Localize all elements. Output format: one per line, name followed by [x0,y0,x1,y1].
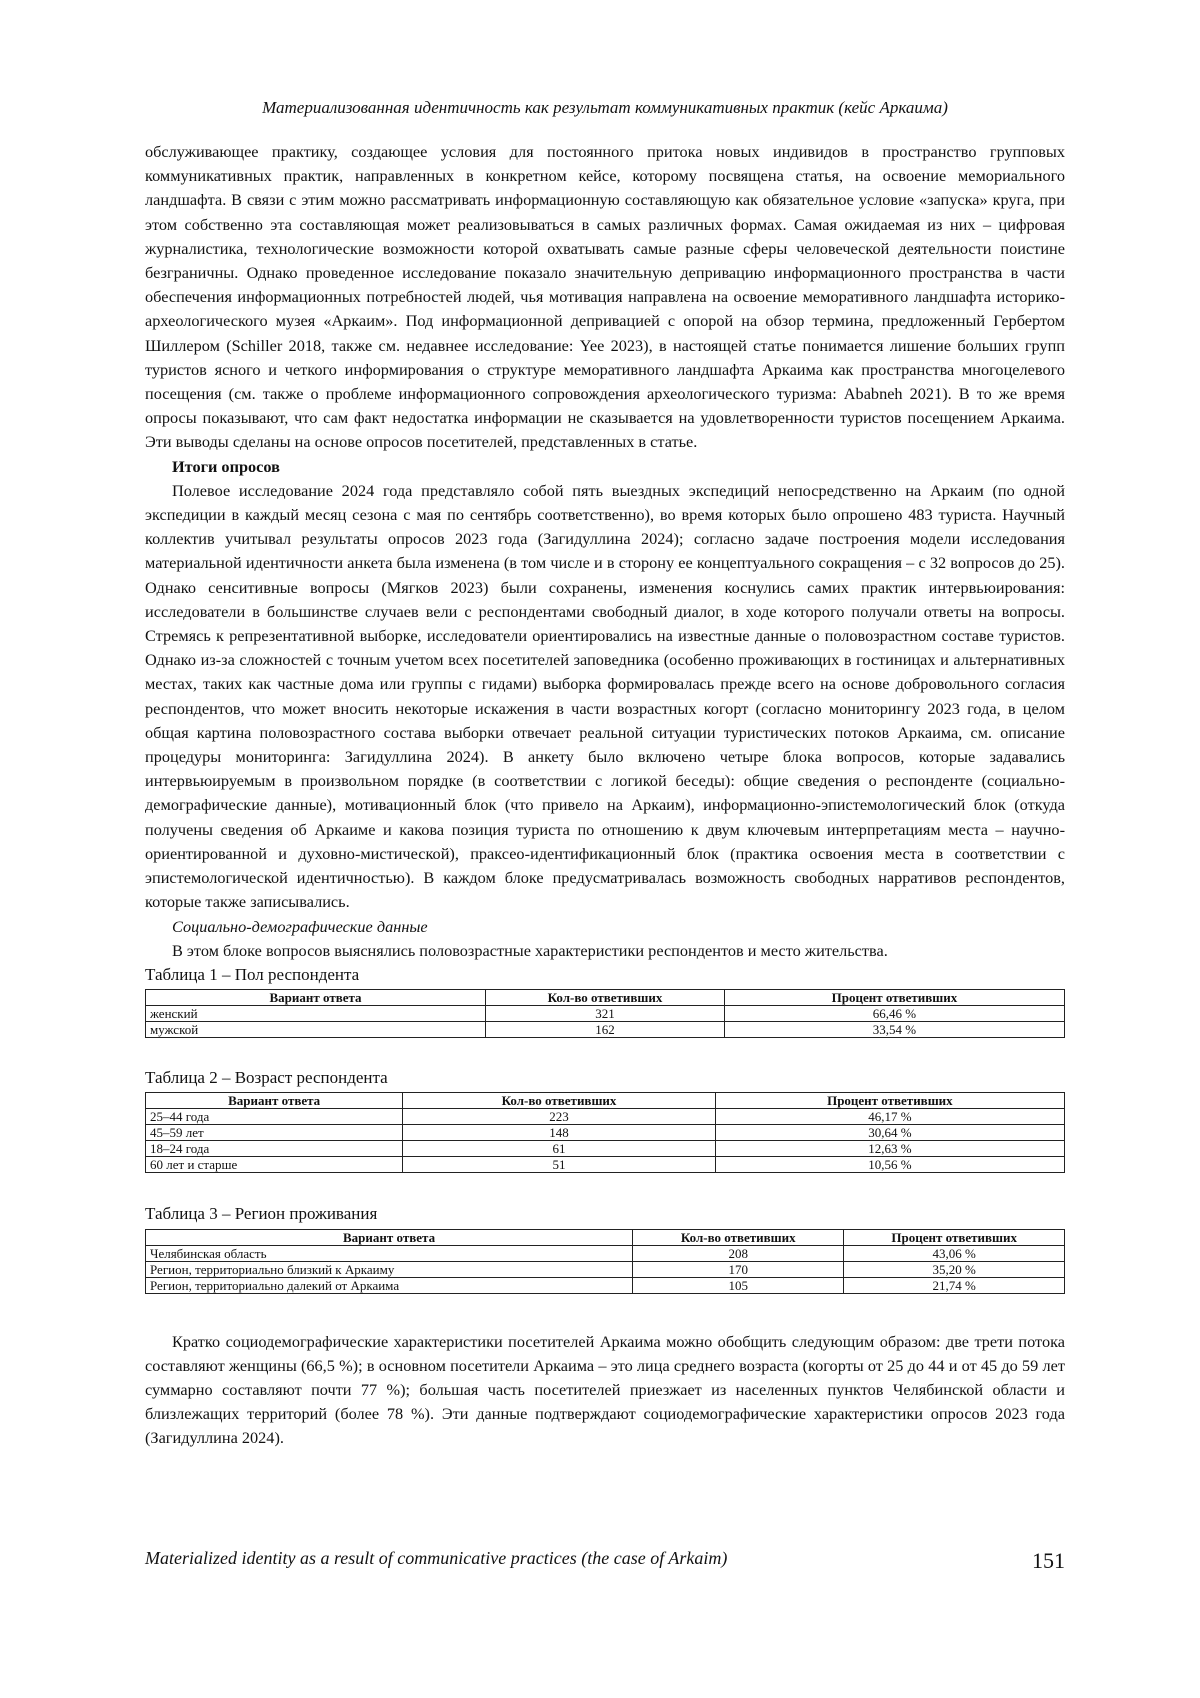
table-row [146,1006,1065,1022]
footer [145,1548,1065,1573]
table-cell: 33,54 % [724,1022,1064,1038]
table-header-cell: Кол-во ответивших [486,990,725,1006]
table-header-cell: Вариант ответа [146,1229,633,1245]
table-cell: 148 [403,1125,715,1141]
table-row [146,1261,1065,1277]
table-header-row [146,1229,1065,1245]
table1-caption: Таблица 1 – Пол респондента [145,964,360,984]
table-cell: 208 [633,1245,844,1261]
table-row [146,1022,1065,1038]
table-cell: 105 [633,1277,844,1293]
table-header-row [146,990,1065,1006]
table-row [146,1109,1065,1125]
table-cell: 223 [403,1109,715,1125]
table-header-cell: Процент ответивших [724,990,1064,1006]
article-body [145,140,1065,1451]
paragraph-block-intro: В этом блоке вопросов выяснялись половозрастные характеристики респондентов и место жительства. [172,940,888,960]
table-row [146,1157,1065,1173]
paragraph-summary: Кратко социодемографические характеристики посетителей Аркаима можно обобщить следующим образом: две трети потока составляют женщины (66,5 %); в основном посетители Аркаима – это лица среднего возраста (когорты от 25 до 44 и от 45 до 59 лет суммарно составляют почти 77 %); большая часть посетителей приезжает из населенных пунктов Челябинской области и близлежащих территорий (более 78 %). Эти данные подтверждают социодемографические характеристики опросов 2023 года (Загидуллина 2024). [145,1331,1065,1448]
table-header-cell: Кол-во ответивших [633,1229,844,1245]
table-cell: 46,17 % [715,1109,1064,1125]
table-cell: Челябинская область [146,1245,633,1261]
table-header-cell: Вариант ответа [146,990,486,1006]
table-row [146,1141,1065,1157]
table-row [146,1245,1065,1261]
table-cell: женский [146,1006,486,1022]
table-cell: 30,64 % [715,1125,1064,1141]
table-header-cell: Процент ответивших [844,1229,1065,1245]
paragraph-field-study: Полевое исследование 2024 года представляло собой пять выездных экспедиций непосредственно на Аркаим (по одной экспедиции в каждый месяц сезона с мая по сентябрь соответственно), во время которых было опрошено 483 туриста. Научный коллектив учитывал результаты опросов 2023 года (Загидуллина 2024); согласно задаче построения модели исследования материальной идентичности анкета была изменена (в том числе и в сторону ее концептуального сокращения – с 32 вопросов до 25). Однако сенситивные вопросы (Мягков 2023) были сохранены, изменения коснулись самих практик интервьюирования: исследователи в большинстве случаев вели с респондентами свободный диалог, в ходе которого получали ответы на вопросы. Стремясь к репрезентативной выборке, исследователи ориентировались на известные данные о половозрастном составе туристов. Однако из-за сложностей с точным учетом всех посетителей заповедника (особенно проживающих в гостиницах и альтернативных местах, таких как частные дома или группы с гидами) выборка формировалась прежде всего на основе добровольного согласия респондентов, что может вносить некоторые искажения в части возрастных когорт (согласно мониторингу 2023 года, в целом общая картина половозрастного состава выборки отвечает реальной ситуации туристических потоков Аркаима, см. описание процедуры мониторинга: Загидуллина 2024). В анкету было включено четыре блока вопросов, которые задавались интервьюируемым в произвольном порядке (в соответствии с логикой беседы): общие сведения о респонденте (социально-демографические данные), мотивационный блок (что привело на Аркаим), информационно-эпистемологический блок (откуда получены сведения об Аркаиме и какова позиция туриста по отношению к двум ключевым интерпретациям места – научно-ориентированной и духовно-мистической), праксео-идентификационный блок (практика освоения места в соответствии с эпистемологической идентичностью). В каждом блоке предусматривалась возможность свободных нарративов респондентов, которые также записывались. [145,480,1065,912]
table-cell: 66,46 % [724,1006,1064,1022]
table-cell: 51 [403,1157,715,1173]
table-cell: 21,74 % [844,1277,1065,1293]
table-cell: 43,06 % [844,1245,1065,1261]
table-header-cell: Вариант ответа [146,1093,403,1109]
table-cell: 61 [403,1141,715,1157]
table-cell: Регион, территориально далекий от Аркаима [146,1277,633,1293]
table-cell: мужской [146,1022,486,1038]
table-region [145,1229,1065,1294]
page-number: 151 [1032,1548,1065,1573]
table-cell: 18–24 года [146,1141,403,1157]
table-row [146,1125,1065,1141]
subsection-heading-sociodemographic: Социально-демографические данные [172,916,428,936]
footer-title: Materialized identity as a result of communicative practices (the case of Arkaim) [145,1548,728,1568]
table-cell: 35,20 % [844,1261,1065,1277]
table-cell: 170 [633,1261,844,1277]
table-row [146,1277,1065,1293]
table-header-cell: Кол-во ответивших [403,1093,715,1109]
table-cell: 60 лет и старше [146,1157,403,1173]
table-cell: Регион, территориально близкий к Аркаиму [146,1261,633,1277]
table-header-cell: Процент ответивших [715,1093,1064,1109]
table-cell: 12,63 % [715,1141,1064,1157]
table-cell: 321 [486,1006,725,1022]
table2-caption: Таблица 2 – Возраст респондента [145,1068,388,1088]
table3-caption: Таблица 3 – Регион проживания [145,1204,378,1224]
table-header-row [146,1093,1065,1109]
table-cell: 45–59 лет [146,1125,403,1141]
paragraph-continuation: обслуживающее практику, создающее условия для постоянного притока новых индивидов в пространство групповых коммуникативных практик, направленных в конкретном кейсе, которому посвящена статья, на освоение мемориального ландшафта. В связи с этим можно рассматривать информационную составляющую как обязательное условие «запуска» круга, при этом собственно эта составляющая может реализовываться в самых различных формах. Самая ожидаемая из них – цифровая журналистика, технологические возможности которой охватывать самые разные сферы человеческой деятельности поистине безграничны. Однако проведенное исследование показало значительную депривацию информационного пространства в части обеспечения информационных потребностей людей, чья мотивация направлена на освоение меморативного ландшафта историко-археологического музея «Аркаим». Под информационной депривацией с опорой на обзор термина, предложенный Гербертом Шиллером (Schiller 2018, также см. недавнее исследование: Yee 2023), в настоящей статье понимается лишение больших групп туристов ясного и четкого информирования о структуре меморативного ландшафта Аркаима как пространства многоцелевого посещения (см. также о проблеме информационного сопровождения археологического туризма: Ababneh 2021). В то же время опросы показывают, что сам факт недостатка информации не сказывается на удовлетворенности туристов посещением Аркаима. Эти выводы сделаны на основе опросов посетителей, представленных в статье. [145,142,1065,452]
table-gender [145,989,1065,1038]
table-cell: 162 [486,1022,725,1038]
table-age [145,1092,1065,1173]
section-heading-results: Итоги опросов [172,456,280,476]
table-cell: 10,56 % [715,1157,1064,1173]
running-head: Материализованная идентичность как результат коммуникативных практик (кейс Аркаима) [262,98,948,117]
table-cell: 25–44 года [146,1109,403,1125]
